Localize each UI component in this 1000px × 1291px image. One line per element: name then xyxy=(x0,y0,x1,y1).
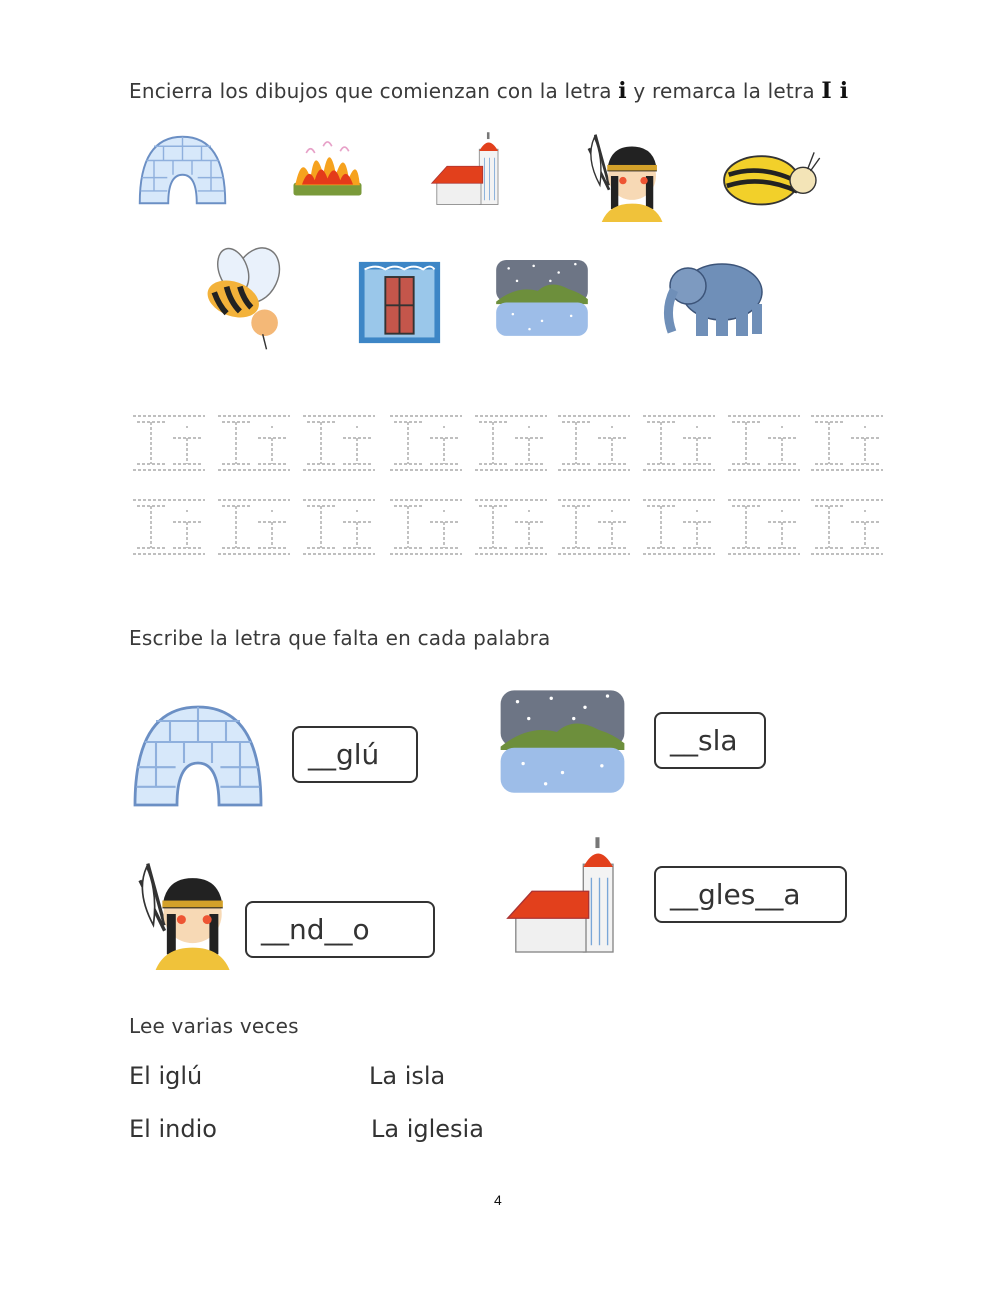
instruction-text-suffix: y remarca la letra xyxy=(633,79,815,103)
circle-pictures-instruction xyxy=(129,78,848,104)
window-picture xyxy=(357,260,442,345)
igloo-picture xyxy=(135,130,230,210)
page-number: 4 xyxy=(494,1192,502,1208)
read-instruction: Lee varias veces xyxy=(129,1014,299,1038)
instruction-text-prefix: Encierra los dibujos que comienzan con la letra xyxy=(129,79,612,103)
island-picture xyxy=(492,255,592,340)
trace-cell[interactable] xyxy=(558,498,630,556)
trace-cell[interactable] xyxy=(558,414,630,472)
reading-line-2-right: La iglesia xyxy=(371,1115,484,1143)
indian-picture xyxy=(580,130,675,222)
word-box-indio[interactable]: __nd__o xyxy=(245,901,435,958)
fire-picture xyxy=(285,130,370,210)
reading-line-2-left: El indio xyxy=(129,1115,217,1143)
trace-cell[interactable] xyxy=(303,414,375,472)
trace-cell[interactable] xyxy=(133,414,205,472)
reading-line-1-left: El iglú xyxy=(129,1062,203,1090)
trace-cell[interactable] xyxy=(811,414,883,472)
island-large-picture xyxy=(495,682,630,800)
trace-cell[interactable] xyxy=(218,498,290,556)
word-box-iglu[interactable]: __glú xyxy=(292,726,418,783)
trace-cell[interactable] xyxy=(475,414,547,472)
word-box-isla[interactable]: __sla xyxy=(654,712,766,769)
trace-cell[interactable] xyxy=(303,498,375,556)
church-large-picture xyxy=(505,830,640,966)
church-picture xyxy=(430,128,515,213)
trace-cell[interactable] xyxy=(475,498,547,556)
trace-cell[interactable] xyxy=(643,498,715,556)
word-box-iglesia[interactable]: __gles__a xyxy=(654,866,847,923)
trace-cell[interactable] xyxy=(728,498,800,556)
missing-letter-instruction: Escribe la letra que falta en cada palabra xyxy=(129,626,551,650)
instruction-letter-i: i xyxy=(618,78,627,104)
trace-cell[interactable] xyxy=(390,498,462,556)
instruction-trace-letters: I i xyxy=(821,78,849,104)
igloo-large-picture xyxy=(128,700,268,812)
trace-cell[interactable] xyxy=(728,414,800,472)
bee-picture xyxy=(200,243,295,355)
trace-cell[interactable] xyxy=(218,414,290,472)
indian-large-picture xyxy=(128,858,246,970)
ladybug-picture xyxy=(718,145,823,210)
tracing-row-2 xyxy=(133,498,888,558)
reading-line-1-right: La isla xyxy=(369,1062,446,1090)
elephant-picture xyxy=(660,250,770,340)
trace-cell[interactable] xyxy=(643,414,715,472)
tracing-row-1 xyxy=(133,414,888,474)
trace-cell[interactable] xyxy=(133,498,205,556)
trace-cell[interactable] xyxy=(811,498,883,556)
trace-cell[interactable] xyxy=(390,414,462,472)
